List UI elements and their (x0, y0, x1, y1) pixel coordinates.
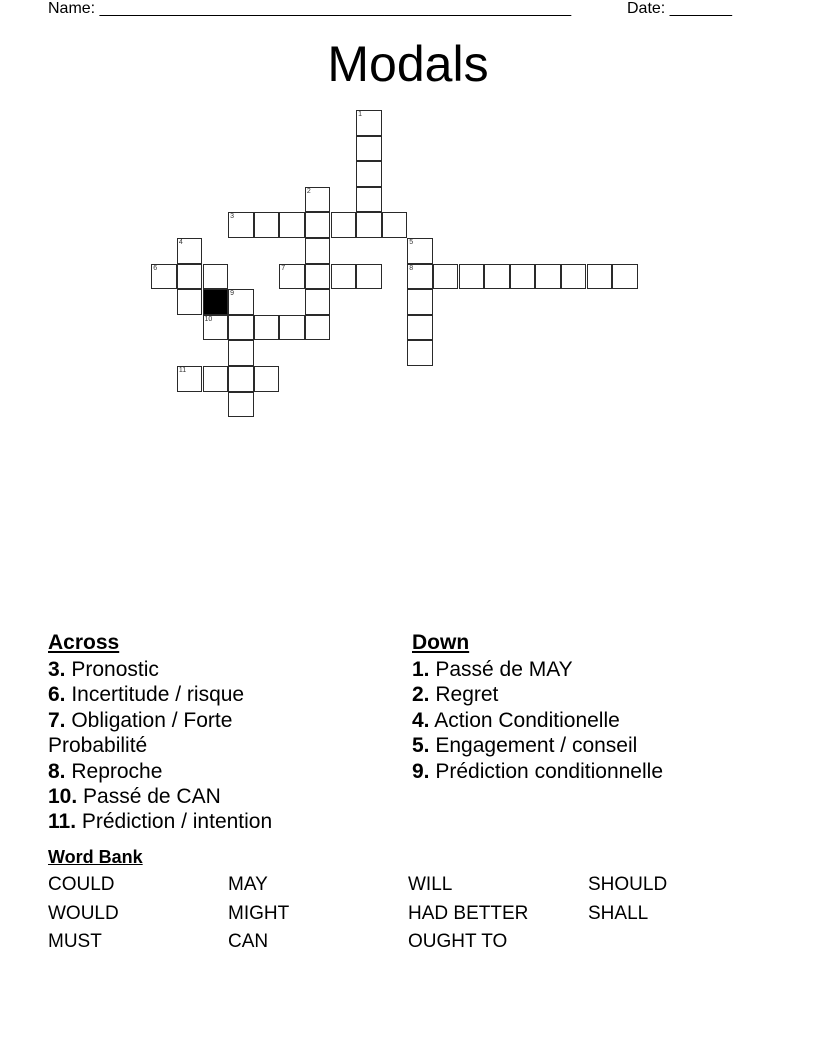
clue-text: Prédiction / intention (76, 810, 273, 834)
clue-number: 2 (306, 187, 311, 195)
crossword-cell[interactable] (305, 212, 331, 238)
crossword-cell[interactable] (510, 264, 536, 290)
crossword-cell[interactable] (382, 212, 408, 238)
crossword-cell[interactable] (433, 264, 459, 290)
crossword-cell[interactable] (279, 264, 305, 290)
clue-text: Pronostic (65, 658, 159, 681)
clue-text: Obligation / Forte Probabilité (48, 708, 233, 758)
crossword-cell[interactable] (587, 264, 613, 290)
crossword-cell[interactable] (331, 264, 357, 290)
crossword-cell[interactable] (305, 264, 331, 290)
clue-item (412, 657, 742, 682)
crossword-cell[interactable] (407, 264, 433, 290)
crossword-cell[interactable] (484, 264, 510, 290)
crossword-cell[interactable] (612, 264, 638, 290)
crossword-cell[interactable] (254, 366, 280, 392)
clue-number: 7 (281, 264, 286, 272)
black-cell (203, 289, 229, 315)
clue-item (412, 682, 742, 707)
crossword-cell[interactable] (407, 238, 433, 264)
crossword-cell[interactable] (177, 238, 203, 264)
crossword-cell[interactable] (254, 315, 280, 341)
word-bank-heading: Word Bank (48, 847, 143, 867)
crossword-cell[interactable] (535, 264, 561, 290)
clue-number: 9. (412, 759, 430, 783)
clue-number: 1. (412, 658, 430, 681)
clue-text: Passé de MAY (429, 658, 573, 681)
crossword-cell[interactable] (228, 289, 254, 315)
clue-text: Passé de CAN (77, 785, 221, 809)
crossword-cell[interactable] (305, 289, 331, 315)
clue-number: 7. (48, 708, 66, 732)
crossword-cell[interactable] (279, 212, 305, 238)
name-field-label: Name: _____________________________________________________ (48, 0, 572, 17)
word-bank-item: MIGHT (228, 903, 290, 924)
crossword-cell[interactable] (228, 392, 254, 418)
clue-number: 5 (409, 239, 414, 246)
clue-number: 4 (178, 239, 183, 246)
word-bank-item: WOULD (48, 903, 119, 924)
clue-text: Engagement / conseil (429, 734, 638, 758)
clue-number: 10. (48, 785, 78, 809)
crossword-cell[interactable] (177, 366, 203, 392)
clue-text: Regret (429, 683, 499, 707)
crossword-cell[interactable] (254, 212, 280, 238)
crossword-cell[interactable] (279, 315, 305, 341)
crossword-cell[interactable] (331, 212, 357, 238)
crossword-cell[interactable] (228, 366, 254, 392)
clue-number: 9 (230, 290, 234, 298)
crossword-cell[interactable] (356, 264, 382, 290)
across-clues (48, 629, 328, 835)
clue-item (48, 657, 328, 682)
date-field-label: Date: _______ (627, 0, 732, 17)
word-bank-item: SHOULD (588, 874, 668, 895)
crossword-cell[interactable] (407, 340, 433, 366)
crossword-cell[interactable] (228, 212, 254, 238)
crossword-cell[interactable] (407, 289, 433, 315)
crossword-cell[interactable] (305, 187, 331, 213)
clue-text: Action Conditionelle (429, 708, 620, 732)
page-title: Modals (327, 36, 489, 92)
crossword-cell[interactable] (203, 315, 229, 341)
clue-number: 10 (204, 315, 213, 323)
across-heading: Across (48, 631, 120, 654)
crossword-cell[interactable] (356, 187, 382, 213)
word-bank-item: HAD BETTER (408, 903, 529, 924)
clue-item (48, 708, 328, 759)
clue-text: Reproche (65, 759, 163, 783)
word-bank-item: COULD (48, 874, 115, 895)
clue-number: 11. (48, 810, 77, 834)
crossword-cell[interactable] (356, 212, 382, 238)
clue-number: 6 (153, 264, 158, 272)
clue-number: 1 (358, 111, 362, 118)
crossword-cell[interactable] (203, 366, 229, 392)
word-bank-item: MAY (228, 874, 268, 895)
clue-number: 3. (48, 658, 66, 681)
clue-number: 11 (178, 367, 187, 374)
crossword-cell[interactable] (151, 264, 177, 290)
crossword-cell[interactable] (356, 136, 382, 162)
crossword-cell[interactable] (305, 238, 331, 264)
word-bank-item: WILL (408, 874, 453, 895)
crossword-cell[interactable] (356, 161, 382, 187)
crossword-cell[interactable] (356, 110, 382, 136)
clue-item (412, 759, 742, 784)
clue-item (48, 682, 328, 707)
clue-item (48, 759, 328, 784)
clue-number: 8 (409, 264, 414, 272)
clue-item (412, 733, 742, 758)
clue-item (412, 708, 742, 733)
clue-text: Incertitude / risque (65, 683, 245, 707)
crossword-cell[interactable] (459, 264, 485, 290)
crossword-cell[interactable] (177, 289, 203, 315)
crossword-cell[interactable] (228, 315, 254, 341)
clue-number: 8. (48, 759, 66, 783)
crossword-cell[interactable] (203, 264, 229, 290)
crossword-cell[interactable] (561, 264, 587, 290)
crossword-cell[interactable] (228, 340, 254, 366)
word-bank-item: MUST (48, 931, 102, 952)
down-clues (412, 629, 742, 784)
clue-number: 5. (412, 734, 430, 758)
clue-item (48, 784, 328, 809)
crossword-cell[interactable] (305, 315, 331, 341)
down-heading: Down (412, 631, 470, 654)
clue-text: Prédiction conditionnelle (429, 759, 663, 783)
word-bank-item: CAN (228, 931, 269, 952)
clue-number: 6. (48, 683, 66, 707)
clue-number: 2. (412, 683, 430, 707)
clue-number: 4. (412, 708, 430, 732)
crossword-cell[interactable] (407, 315, 433, 341)
crossword-cell[interactable] (177, 264, 203, 290)
clue-number: 3 (230, 213, 234, 221)
word-bank-item: SHALL (588, 903, 649, 924)
clue-item (48, 809, 328, 834)
word-bank-item: OUGHT TO (408, 931, 508, 952)
